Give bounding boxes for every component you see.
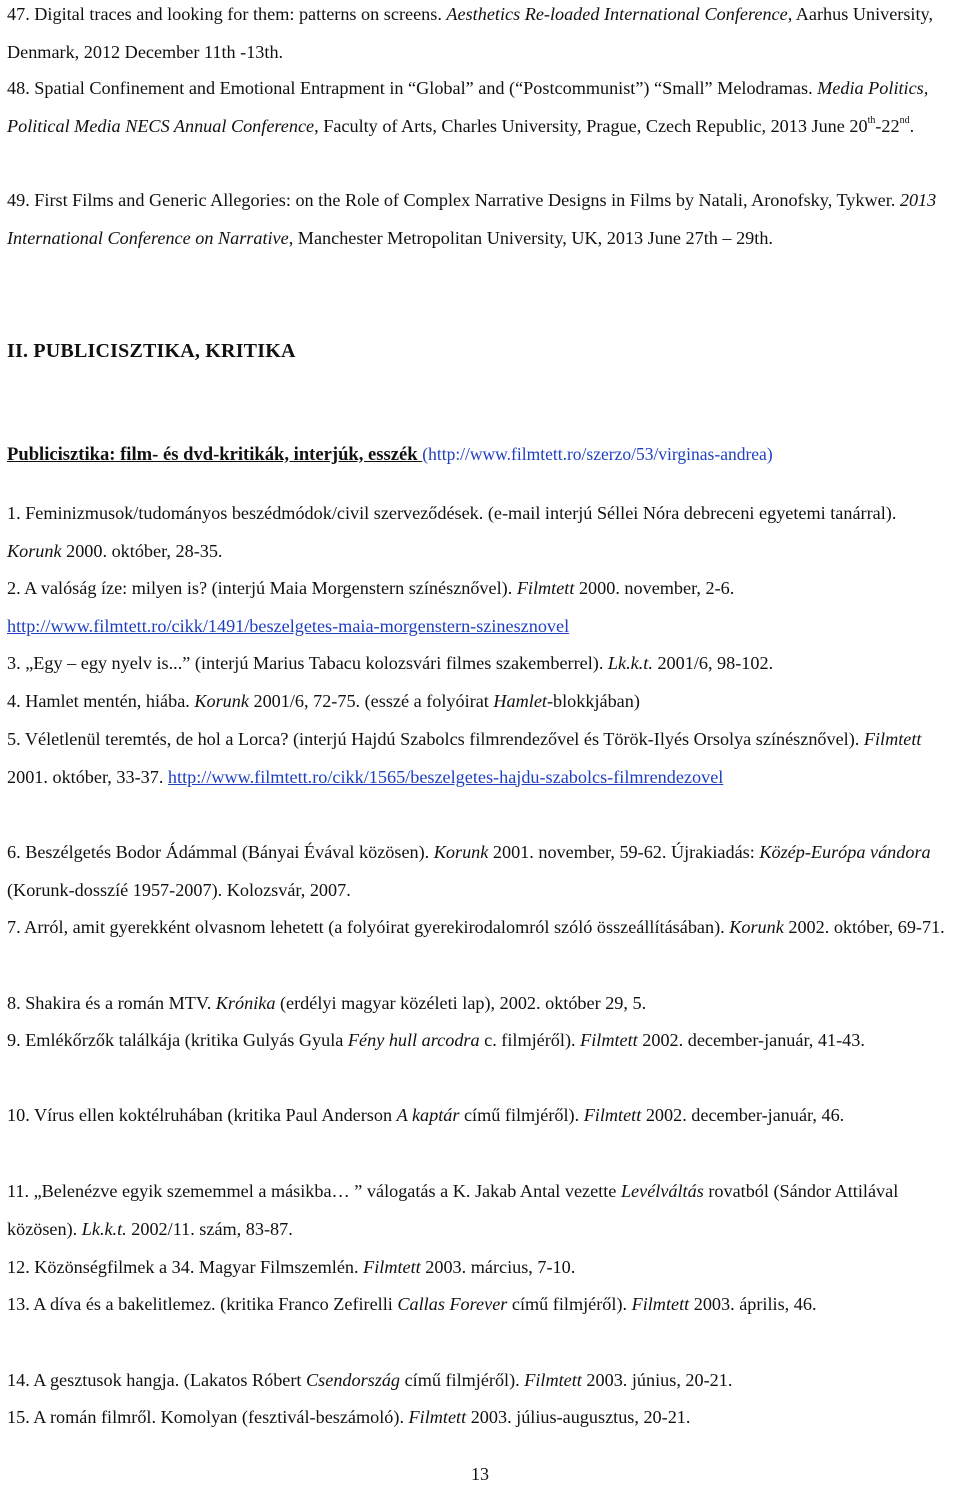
list-item-15-journal: Filmtett: [408, 1407, 467, 1427]
list-item-12-text: 12. Közönségfilmek a 34. Magyar Filmszemlén.: [7, 1257, 364, 1277]
entry-48-details: , Faculty of Arts, Charles University, Prague, Czech Republic, 2013 June 20: [314, 115, 868, 136]
list-item-6-tail: (Korunk-dosszíé 1957-2007). Kolozsvár, 2007.: [7, 879, 351, 900]
list-item-5: [7, 721, 953, 796]
section-subheading: [7, 436, 953, 474]
list-item-12-issue: 2003. március, 7-10.: [420, 1257, 576, 1277]
list-item-10: [7, 1097, 953, 1135]
list-item-2-issue: 2000. november, 2-6.: [574, 578, 735, 598]
list-item-11-mid: rovatból (Sándor Attilával közösen).: [7, 1181, 899, 1239]
list-item-11: [7, 1173, 953, 1248]
list-item-7: [7, 909, 953, 947]
list-item-14-text: 14. A gesztusok hangja. (Lakatos Róbert: [7, 1370, 307, 1390]
list-item-10-journal: Filmtett: [583, 1105, 642, 1125]
entry-48-sup-nd: nd: [899, 114, 910, 126]
list-item-3-text: 3. „Egy – egy nyelv is...” (interjú Marius Tabacu kolozsvári filmes szakemberrel).: [7, 653, 608, 673]
list-item-9-issue: 2002. december-január, 41-43.: [637, 1030, 865, 1050]
list-item-12: [7, 1249, 953, 1287]
list-item-13-issue: 2003. április, 46.: [689, 1294, 817, 1314]
list-item-11-text: 11. „Belenézve egyik szememmel a másikba… ” válogatás a K. Jakab Antal vezette: [7, 1181, 621, 1201]
list-item-4-hamlet: Hamlet: [493, 691, 547, 711]
list-item-13-mid: című filmjéről).: [507, 1294, 632, 1314]
list-item-12-journal: Filmtett: [363, 1257, 421, 1277]
list-item-1-text: 1. Feminizmusok/tudományos beszédmódok/civil szerveződések. (e-mail interjú Séllei Nóra debreceni egyetemi tanárral).: [7, 503, 897, 523]
list-item-4-issue: 2001/6, 72-75. (esszé a folyóirat: [248, 691, 494, 711]
list-item-1: [7, 495, 953, 570]
list-item-4-text: 4. Hamlet mentén, hiába.: [7, 691, 195, 711]
list-item-3-issue: 2001/6, 98-102.: [652, 653, 774, 673]
list-item-15-text: 15. A román filmről. Komolyan (fesztivál-beszámoló).: [7, 1407, 409, 1427]
list-item-2-text: 2. A valóság íze: milyen is? (interjú Maia Morgenstern színésznővel).: [7, 578, 517, 598]
list-item-14-mid: című filmjéről).: [400, 1370, 525, 1390]
list-item-8: [7, 985, 953, 1023]
list-item-6-book: Közép-Európa vándora: [759, 842, 931, 862]
list-item-8-journal: Krónika: [215, 993, 276, 1013]
list-item-2-journal: Filmtett: [516, 578, 575, 598]
list-item-5-text: 5. Véletlenül teremtés, de hol a Lorca? (interjú Hajdú Szabolcs filmrendezővel és Török-Ilyés Orsolya színésznővel).: [7, 729, 864, 749]
list-item-13-journal: Filmtett: [631, 1294, 690, 1314]
list-item-11-journal: Lk.k.t.: [81, 1218, 127, 1239]
list-item-9-journal: Filmtett: [580, 1030, 638, 1050]
entry-49-title: 49. First Films and Generic Allegories: on the Role of Complex Narrative Designs in Films by Natali, Aronofsky, Tykwer.: [7, 190, 900, 210]
list-item-9-film: Fény hull arcodra: [347, 1030, 480, 1050]
list-item-6: [7, 834, 953, 909]
entry-47-title: 47. Digital traces and looking for them: patterns on screens.: [7, 4, 447, 24]
list-item-5-link[interactable]: http://www.filmtett.ro/cikk/1565/beszelgetes-hajdu-szabolcs-filmrendezovel: [167, 766, 724, 787]
list-item-10-text: 10. Vírus ellen koktélruhában (kritika Paul Anderson: [7, 1105, 397, 1125]
entry-48-sup-th: th: [867, 114, 876, 126]
list-item-4-journal: Korunk: [194, 691, 249, 711]
list-item-6-text: 6. Beszélgetés Bodor Ádámmal (Bányai Évával közösen).: [7, 842, 434, 862]
list-item-6-journal: Korunk: [433, 842, 489, 862]
list-item-7-text: 7. Arról, amit gyerekként olvasnom lehetett (a folyóirat gyerekirodalomról szóló összeállításában).: [7, 917, 730, 937]
list-item-8-issue: (erdélyi magyar közéleti lap), 2002. október 29, 5.: [275, 993, 647, 1013]
list-item-9-mid: c. filmjéről).: [479, 1030, 581, 1050]
entry-49-details: , Manchester Metropolitan University, UK, 2013 June 27th – 29th.: [288, 227, 773, 248]
list-item-11-column: Levélváltás: [620, 1181, 704, 1201]
list-item-15: [7, 1399, 953, 1437]
list-item-13: [7, 1286, 953, 1324]
list-item-3: [7, 645, 953, 683]
entry-48-title: 48. Spatial Confinement and Emotional Entrapment in “Global” and (“Postcommunist”) “Small” Melodramas.: [7, 78, 818, 98]
entry-47-details: , Aarhus University, Denmark, 2012 December 11th -13th.: [7, 4, 933, 62]
entry-47-venue: Aesthetics Re-loaded International Conference: [446, 4, 788, 24]
list-item-1-journal: Korunk: [7, 540, 62, 561]
entry-49-venue: 2013 International Conference on Narrative: [7, 190, 937, 248]
list-item-9-text: 9. Emlékőrzők találkája (kritika Gulyás Gyula: [7, 1030, 348, 1050]
entry-48-venue: Media Politics, Political Media NECS Annual Conference: [7, 78, 929, 136]
section-heading: II. PUBLICISZTIKA, KRITIKA: [7, 340, 296, 362]
list-item-6-issue: 2001. november, 59-62. Újrakiadás:: [488, 842, 760, 862]
list-item-2-link[interactable]: http://www.filmtett.ro/cikk/1491/beszelgetes-maia-morgenstern-szinesznovel: [7, 615, 570, 636]
entry-49: [7, 182, 953, 257]
list-item-13-film: Callas Forever: [397, 1294, 508, 1314]
list-item-13-text: 13. A díva és a bakelitlemez. (kritika Franco Zefirelli: [7, 1294, 398, 1314]
list-item-10-mid: című filmjéről).: [459, 1105, 584, 1125]
list-item-4: [7, 683, 953, 721]
list-item-1-issue: 2000. október, 28-35.: [61, 540, 223, 561]
entry-48-period: .: [909, 115, 915, 136]
entry-48-date-end: -22: [875, 115, 900, 136]
list-item-8-text: 8. Shakira és a román MTV.: [7, 993, 216, 1013]
list-item-14: [7, 1362, 953, 1400]
list-item-14-journal: Filmtett: [524, 1370, 582, 1390]
subheading-url[interactable]: (http://www.filmtett.ro/szerzo/53/virginas-andrea): [422, 443, 773, 464]
list-item-5-journal: Filmtett: [863, 729, 922, 749]
entry-47: [7, 0, 953, 71]
page-number: 13: [471, 1464, 489, 1484]
list-item-5-issue: 2001. október, 33-37.: [7, 766, 168, 787]
subheading-title: Publicisztika: film- és dvd-kritikák, interjúk, esszék: [7, 443, 423, 465]
list-item-10-issue: 2002. december-január, 46.: [641, 1105, 845, 1125]
list-item-3-journal: Lk.k.t.: [607, 653, 653, 673]
list-item-7-journal: Korunk: [729, 917, 784, 937]
list-item-11-issue: 2002/11. szám, 83-87.: [126, 1218, 293, 1239]
list-item-14-film: Csendország: [306, 1370, 401, 1390]
list-item-2: [7, 570, 953, 645]
entry-48: [7, 70, 953, 145]
list-item-9: [7, 1022, 953, 1060]
list-item-7-issue: 2002. október, 69-71.: [783, 917, 945, 937]
list-item-4-tail: -blokkjában): [546, 691, 640, 711]
list-item-14-issue: 2003. június, 20-21.: [581, 1370, 733, 1390]
list-item-10-film: A kaptár: [396, 1105, 460, 1125]
list-item-15-issue: 2003. július-augusztus, 20-21.: [466, 1407, 691, 1427]
